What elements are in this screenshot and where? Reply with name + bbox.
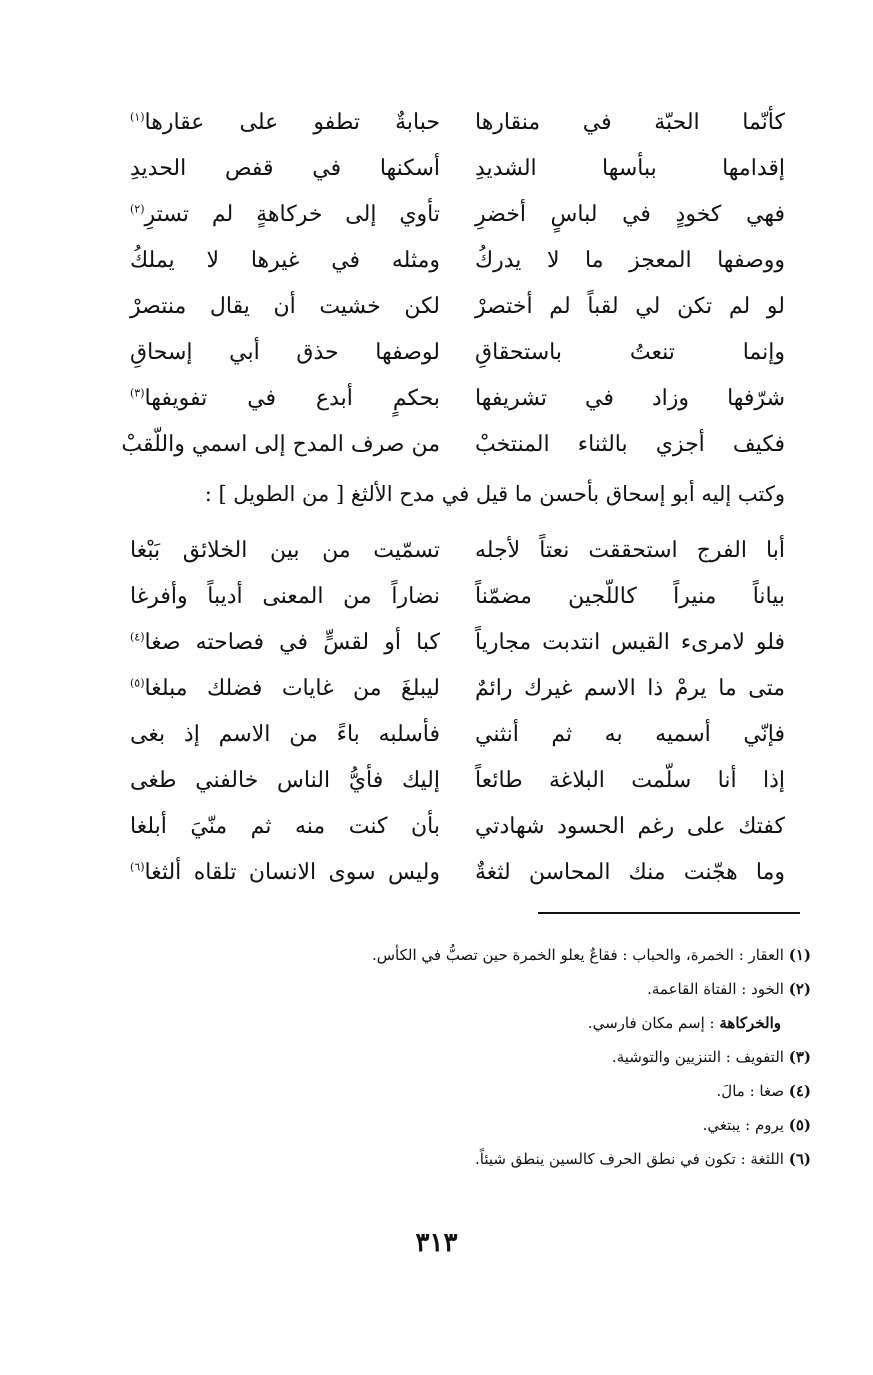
- verse: [120, 146, 785, 192]
- verse-second-text: فأسلبه باءً من الاسم إذ بغى: [130, 722, 440, 747]
- verse-second-text: تسمّيت من بين الخلائق بَبْغا: [130, 538, 440, 563]
- verse-second-text: لوصفها حذق أبي إسحاقِ: [130, 340, 440, 365]
- verse-second-text: نضاراً من المعنى أديباً وأفرغا: [130, 584, 440, 609]
- verse-second-text: بأن كنت منه ثم منّيَ أبلغا: [130, 814, 440, 839]
- footnote-text: يروم : يبتغي.: [702, 1116, 784, 1134]
- verse: [120, 574, 785, 620]
- verse: [120, 330, 785, 376]
- poem-rajaz: [120, 100, 785, 468]
- verse-first-hemistich: أبا الفرج استحققت نعتاً لأجله: [475, 538, 785, 563]
- verse-first-hemistich: بياناً منيراً كاللّجين مضمّناً: [475, 584, 785, 609]
- footnote-number: (٢): [788, 980, 811, 998]
- verse-first-hemistich: كفتك على رغم الحسود شهادتي: [475, 814, 785, 839]
- verse-second-hemistich: [130, 850, 440, 896]
- verse: [120, 620, 785, 666]
- verse-first-hemistich: ووصفها المعجز ما لا يدركُ: [475, 248, 785, 273]
- verse-second-text: تأوي إلى خركاهةٍ لم تسترِ: [144, 202, 440, 227]
- footnote-reference: (١): [130, 110, 145, 124]
- verse: [120, 804, 785, 850]
- verse-second-hemistich: [130, 574, 440, 620]
- footnote: [111, 1074, 811, 1108]
- verse-second-hemistich: [130, 528, 440, 574]
- footnote-number: (٤): [788, 1082, 811, 1100]
- verse: [120, 758, 785, 804]
- verse-first-hemistich: فكيف أجزي بالثناء المنتخبْ: [475, 432, 785, 457]
- verse-second-hemistich: [130, 100, 440, 146]
- verse-second-hemistich: [130, 804, 440, 850]
- verse-first-hemistich: وإنما تنعتُ باستحقاقِ: [475, 340, 785, 365]
- verse-second-text: أسكنها في قفص الحديدِ: [130, 156, 440, 181]
- footnote-text: صغا : مالَ.: [716, 1082, 784, 1100]
- verse-second-hemistich: [130, 620, 440, 666]
- verse-second-text: بحكمٍ أبدع في تفويفها: [144, 386, 440, 411]
- verse-first-hemistich: وما هجّنت منك المحاسن لثغةٌ: [475, 860, 785, 885]
- verse-second-text: كبا أو لقسٍّ في فصاحته صغا: [144, 630, 440, 655]
- verse-first-hemistich: فهي كخودٍ في لباسٍ أخضرِ: [475, 202, 785, 227]
- verse-second-hemistich: [130, 192, 440, 238]
- footnote-text: التفويف : التنزيين والتوشية.: [611, 1048, 784, 1066]
- verse-second-hemistich: [121, 422, 440, 468]
- verse-second-text: إليك فأيُّ الناس خالفني طغى: [130, 768, 440, 793]
- footnote-number: (٣): [788, 1048, 811, 1066]
- verse-first-hemistich: فإنّي أسميه به ثم أنثني: [475, 722, 785, 747]
- footnote: [111, 1142, 811, 1176]
- footnote-number: (٥): [788, 1116, 811, 1134]
- verse: [120, 528, 785, 574]
- footnote-separator: [538, 912, 800, 914]
- verse-second-hemistich: [130, 284, 440, 330]
- footnote: [111, 972, 811, 1006]
- prose-introduction: وكتب إليه أبو إسحاق بأحسن ما قيل في مدح الألثغ [ من الطويل ] :: [204, 482, 785, 506]
- footnote-reference: (٢): [130, 202, 145, 216]
- footnote-text: العقار : الخمرة، والحباب : فقاعٌ يعلو الخمرة حين تصبُّ في الكأس.: [371, 946, 784, 964]
- verse-second-hemistich: [130, 376, 440, 422]
- verse-second-text: من صرف المدح إلى اسمي واللّقبْ: [121, 432, 440, 457]
- verse-first-hemistich: متى ما يرمْ ذا الاسم غيرك رائمٌ: [475, 676, 785, 701]
- verse: [120, 284, 785, 330]
- verse: [120, 238, 785, 284]
- verse-second-hemistich: [130, 712, 440, 758]
- verse: [120, 850, 785, 896]
- verse-second-hemistich: [130, 758, 440, 804]
- page-number: ٣١٣: [415, 1228, 458, 1258]
- verse: [120, 666, 785, 712]
- verse-second-text: ومثله في غيرها لا يملكُ: [130, 248, 440, 273]
- verse: [120, 712, 785, 758]
- verse-second-text: حبابةٌ تطفو على عقارها: [144, 110, 440, 135]
- verse-second-hemistich: [130, 330, 440, 376]
- footnote: [111, 1040, 811, 1074]
- verse-first-hemistich: كأنّما الحبّة في منقارها: [475, 110, 785, 135]
- footnote: [111, 1006, 811, 1040]
- footnote: [111, 1108, 811, 1142]
- verse: [120, 422, 785, 468]
- footnote-reference: (٣): [130, 386, 145, 400]
- footnote-text: اللثغة : تكون في نطق الحرف كالسين ينطق شيئاً.: [475, 1150, 784, 1168]
- footnote-reference: (٦): [130, 860, 145, 874]
- verse-second-hemistich: [130, 666, 440, 712]
- footnote-number: (١): [788, 946, 811, 964]
- verse-first-hemistich: فلو لامرىء القيس انتدبت مجارياً: [475, 630, 785, 655]
- verse-first-hemistich: إقدامها ببأسها الشديدِ: [475, 156, 785, 181]
- verse-second-hemistich: [130, 146, 440, 192]
- verse-second-text: لكن خشيت أن يقال منتصرْ: [130, 294, 440, 319]
- verse: [120, 100, 785, 146]
- verse: [120, 376, 785, 422]
- verse-first-hemistich: شرّفها وزاد في تشريفها: [475, 386, 785, 411]
- footnote-term: والخركاهة: [719, 1014, 781, 1032]
- verse-first-hemistich: لو لم تكن لي لقباً لم أختصرْ: [475, 294, 785, 319]
- verse-second-hemistich: [130, 238, 440, 284]
- poem-tawil: [120, 528, 785, 896]
- footnote: [111, 938, 811, 972]
- verse-second-text: وليس سوى الانسان تلقاه ألثغا: [144, 860, 440, 885]
- verse-second-text: ليبلغَ من غايات فضلك مبلغا: [144, 676, 440, 701]
- footnote-reference: (٤): [130, 630, 145, 644]
- footnote-reference: (٥): [130, 676, 145, 690]
- verse-first-hemistich: إذا أنا سلّمت البلاغة طائعاً: [475, 768, 785, 793]
- verse: [120, 192, 785, 238]
- footnote-text: الخود : الفتاة القاعمة.: [647, 980, 784, 998]
- footnotes: [111, 938, 811, 1176]
- footnote-number: (٦): [788, 1150, 811, 1168]
- footnote-text: : إسم مكان فارسي.: [587, 1014, 715, 1032]
